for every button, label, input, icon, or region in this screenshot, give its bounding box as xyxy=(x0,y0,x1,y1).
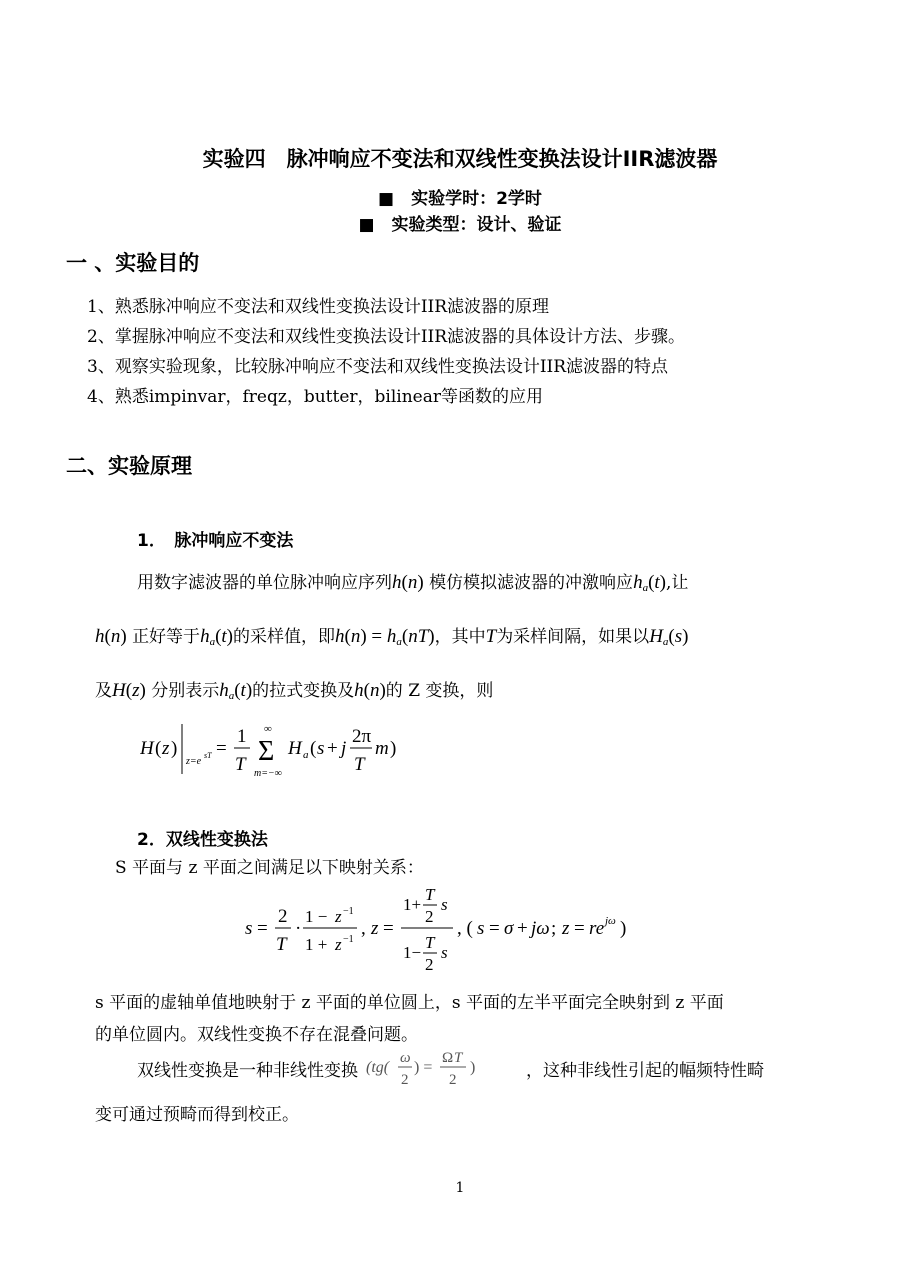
svg-text:s: s xyxy=(441,943,448,962)
svg-text:H: H xyxy=(140,738,154,759)
svg-text:1 −: 1 − xyxy=(305,907,328,926)
svg-text:1 +: 1 + xyxy=(305,935,328,954)
svg-text:): ) xyxy=(171,738,178,759)
formula-svg xyxy=(140,720,440,780)
svg-text:∞: ∞ xyxy=(264,723,272,735)
paragraph-line: s 平面的虚轴单值地映射于 z 平面的单位圆上，s 平面的左半平面完全映射到 z 平面 xyxy=(95,993,724,1013)
svg-text:s: s xyxy=(441,895,448,914)
svg-text:−1: −1 xyxy=(343,934,354,945)
objective-item: 4、熟悉impinvar，freqz，butter，bilinear等函数的应用 xyxy=(87,387,543,407)
svg-text:s: s xyxy=(245,918,253,939)
svg-text:·: · xyxy=(295,918,302,939)
svg-text:=: = xyxy=(257,918,268,939)
subsection-bilinear: 2．双线性变换法 xyxy=(137,830,268,850)
svg-text:, (: , ( xyxy=(457,918,473,939)
svg-text:T: T xyxy=(354,754,365,775)
paragraph-line: 的单位圆内。双线性变换不存在混叠问题。 xyxy=(95,1025,418,1045)
svg-text:s: s xyxy=(477,918,485,939)
svg-text:1: 1 xyxy=(237,726,247,747)
svg-text:T: T xyxy=(425,885,435,904)
svg-text:1−: 1− xyxy=(403,943,422,962)
lab-type: ■ 实验类型：设计、验证 xyxy=(358,215,562,235)
svg-text:ω: ω xyxy=(400,1050,411,1066)
svg-text:2: 2 xyxy=(449,1072,457,1088)
svg-text:m=−∞: m=−∞ xyxy=(254,768,282,779)
svg-text:H: H xyxy=(288,738,302,759)
nonlinear-formula xyxy=(366,1046,526,1090)
formula-svg xyxy=(245,878,665,978)
svg-text:Σ: Σ xyxy=(258,736,275,767)
svg-text:j: j xyxy=(341,738,347,759)
svg-text:,: , xyxy=(361,918,366,939)
svg-text:;: ; xyxy=(551,918,557,939)
svg-text:) =: ) = xyxy=(414,1059,433,1076)
objective-item: 2、掌握脉冲响应不变法和双线性变换法设计IIR滤波器的具体设计方法、步骤。 xyxy=(87,327,686,347)
svg-text:2: 2 xyxy=(425,907,434,926)
svg-text:2π: 2π xyxy=(352,726,372,747)
svg-text:z: z xyxy=(371,918,379,939)
impulse-invariance-formula xyxy=(140,720,440,780)
svg-text:2: 2 xyxy=(425,955,434,974)
svg-text:2: 2 xyxy=(278,906,288,927)
svg-text:z=e: z=e xyxy=(186,756,202,767)
svg-text:jω: jω xyxy=(605,915,616,927)
svg-text:sT: sT xyxy=(204,751,212,760)
svg-text:T: T xyxy=(454,1050,463,1066)
svg-text:=: = xyxy=(216,738,227,759)
svg-text:(tg(: (tg( xyxy=(366,1059,390,1076)
paragraph-line: S 平面与 z 平面之间满足以下映射关系： xyxy=(115,858,424,878)
svg-text:): ) xyxy=(390,738,397,759)
svg-text:Ω: Ω xyxy=(442,1050,454,1066)
paragraph-line: h(n) 正好等于$h_a(t)$的采样值，即$h(n) = h_a(nT)$，其中T为采样间隔，如果以$H_a(s)$ xyxy=(95,626,689,648)
svg-text:(: ( xyxy=(155,738,162,759)
objective-item: 3、观察实验现象，比较脉冲响应不变法和双线性变换法设计IIR滤波器的特点 xyxy=(87,357,669,377)
svg-text:T: T xyxy=(425,933,435,952)
svg-text:re: re xyxy=(589,918,605,939)
svg-text:jω: jω xyxy=(531,918,550,939)
lab-hours: ■ 实验学时：2学时 xyxy=(378,189,542,209)
svg-text:): ) xyxy=(470,1059,476,1076)
svg-text:−1: −1 xyxy=(343,906,354,917)
paragraph-line: 及H(z) 分别表示$h_a(t)$的拉式变换及h(n)的 Z 变换，则 xyxy=(95,680,494,702)
svg-text:1+: 1+ xyxy=(403,895,422,914)
svg-text:(: ( xyxy=(310,738,317,759)
paragraph-line: 双线性变换是一种非线性变换 (tg( ω 2 ) = Ω T 2 ) ，这种非线性引起的幅频特性畸 xyxy=(137,1046,764,1090)
svg-text:T: T xyxy=(276,934,287,955)
svg-text:=: = xyxy=(383,918,394,939)
paragraph-line: 用数字滤波器的单位脉冲响应序列h(n) 模仿模拟滤波器的冲激响应$h_a(t)$,让 xyxy=(137,572,689,594)
svg-text:+: + xyxy=(517,918,528,939)
svg-text:T: T xyxy=(235,754,246,775)
subsection-impulse-invariance: 1． 脉冲响应不变法 xyxy=(137,531,294,551)
section-objectives-heading: 一 、实验目的 xyxy=(66,251,200,275)
svg-text:+: + xyxy=(327,738,338,759)
svg-text:): ) xyxy=(620,918,627,939)
svg-text:m: m xyxy=(375,738,389,759)
svg-text:z: z xyxy=(335,907,342,926)
svg-text:z: z xyxy=(335,935,342,954)
svg-text:s: s xyxy=(317,738,325,759)
page-title: 实验四 脉冲响应不变法和双线性变换法设计IIR滤波器 xyxy=(202,147,718,171)
objective-item: 1、熟悉脉冲响应不变法和双线性变换法设计IIR滤波器的原理 xyxy=(87,297,550,317)
bilinear-formula xyxy=(245,878,665,978)
svg-text:=: = xyxy=(574,918,585,939)
svg-text:σ: σ xyxy=(504,918,514,939)
page-number: 1 xyxy=(455,1180,465,1196)
svg-text:a: a xyxy=(303,749,309,761)
section-principle-heading: 二、实验原理 xyxy=(66,454,192,478)
svg-text:=: = xyxy=(489,918,500,939)
svg-text:z: z xyxy=(562,918,570,939)
svg-text:2: 2 xyxy=(401,1072,409,1088)
svg-text:z: z xyxy=(162,738,170,759)
paragraph-line: 变可通过预畸而得到校正。 xyxy=(95,1105,299,1125)
